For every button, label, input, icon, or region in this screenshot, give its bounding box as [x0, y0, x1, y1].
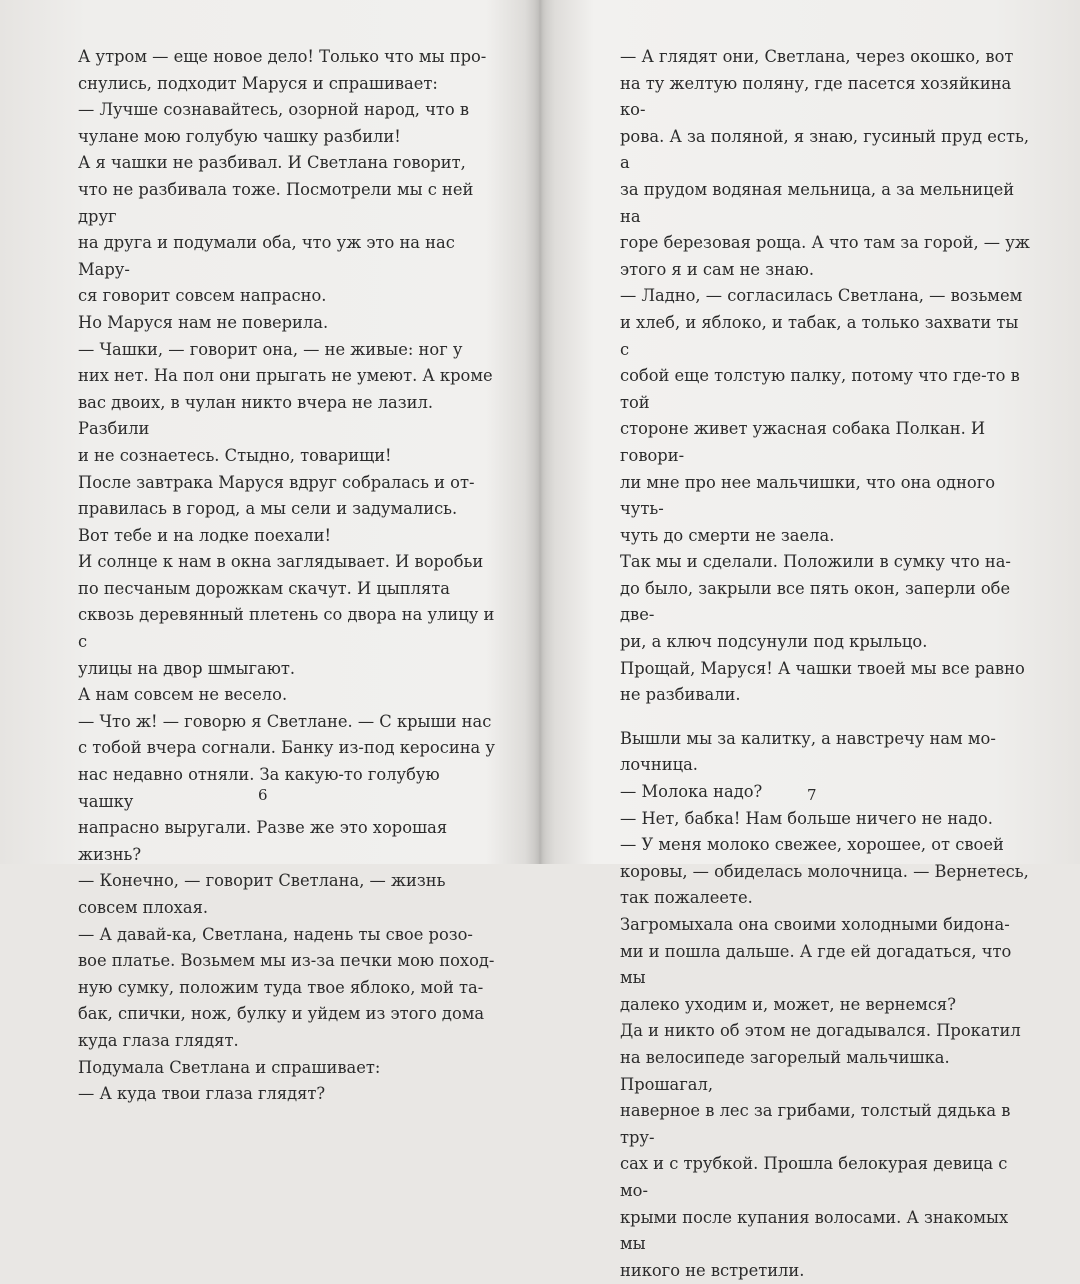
left-page-text	[78, 44, 496, 1108]
paragraph: — А глядят они, Светлана, через окошко, вот на ту желтую поляну, где пасется хозяйкина ко- рова. А за поляной, я знаю, гусиный пруд есть, а за прудом водяная мельница, а за мельницей на горе березовая роща. А что там за горой, — уж этого я и сам не знаю.	[620, 47, 1030, 279]
paragraph: — А давай-ка, Светлана, надень ты свое розо- вое платье. Возьмем мы из-за печки мою поход- ную сумку, положим туда твое яблоко, мой та- бак, спички, нож, булку и уйдем из этого дома куда глаза глядят.	[78, 924, 495, 1050]
paragraph: Так мы и сделали. Положили в сумку что на- до было, закрыли все пять окон, заперли обе две- ри, а ключ подсунули под крыльцо.	[620, 552, 1011, 652]
page-number-right: 7	[807, 786, 817, 804]
paragraph: А утром — еще новое дело! Только что мы про- снулись, подходит Маруся и спрашивает:	[78, 47, 487, 93]
paragraph: И солнце к нам в окна заглядывает. И воробьи по песчаным дорожкам скачут. И цыплята сквозь деревянный плетень со двора на улицу и с улицы на двор шмыгают.	[78, 552, 495, 678]
right-page-text	[620, 44, 1030, 1284]
paragraph: — Нет, бабка! Нам больше ничего не надо.	[620, 808, 993, 828]
page-number-left: 6	[258, 786, 268, 804]
paragraph: Подумала Светлана и спрашивает:	[78, 1057, 381, 1077]
paragraph: — У меня молоко свежее, хорошее, от своей коровы, — обиделась молочница. — Вернетесь, так пожалеете.	[620, 835, 1029, 908]
paragraph: А я чашки не разбивал. И Светлана говорит, что не разбивала тоже. Посмотрели мы с ней друг на друга и подумали оба, что уж это на нас Мару- ся говорит совсем напрасно.	[78, 153, 474, 306]
paragraph: Прощай, Маруся! А чашки твоей мы все равно не разбивали.	[620, 658, 1025, 705]
paragraph: — А куда твои глаза глядят?	[78, 1084, 326, 1104]
paragraph: После завтрака Маруся вдруг собралась и от- правилась в город, а мы сели и задумались.	[78, 472, 475, 519]
paragraph: А нам совсем не весело.	[78, 685, 288, 705]
paragraph: Да и никто об этом не догадывался. Прокатил на велосипеде загорелый мальчишка. Прошагал, наверное в лес за грибами, толстый дядька в тру- сах и с трубкой. Прошла белокурая девица с мо- крыми после купания волосами. А знакомых мы никого не встретили.	[620, 1021, 1021, 1280]
paragraph: — Ладно, — согласилась Светлана, — возьмем и хлеб, и яблоко, и табак, а только захвати ты с собой еще толстую палку, потому что где-то в той стороне живет ужасная собака Полкан. И говори- ли мне про нее мальчишки, что она одного чуть- чуть до смерти не заела.	[620, 286, 1023, 545]
paragraph: Вышли мы за калитку, а навстречу нам мо- лочница.	[620, 728, 996, 775]
paragraph: — Что ж! — говорю я Светлане. — С крыши нас с тобой вчера согнали. Банку из-под керосина у нас недавно отняли. За какую-то голубую чашку напрасно выругали. Разве же это хорошая жизнь?	[78, 711, 496, 864]
paragraph: — Молока надо?	[620, 782, 763, 802]
paragraph: — Лучше сознавайтесь, озорной народ, что в чулане мою голубую чашку разбили!	[78, 100, 470, 146]
paragraph: Вот тебе и на лодке поехали!	[78, 525, 332, 545]
paragraph: Загромыхала она своими холодными бидона- ми и пошла дальше. А где ей догадаться, что мы далеко уходим и, может, не вернемся?	[620, 915, 1012, 1014]
paragraph: Но Маруся нам не поверила.	[78, 312, 329, 332]
paragraph: — Чашки, — говорит она, — не живые: ног у них нет. На пол они прыгать не умеют. А кроме вас двоих, в чулан никто вчера не лазил. Разбили и не сознаетесь. Стыдно, товарищи!	[78, 339, 493, 465]
paragraph: — Конечно, — говорит Светлана, — жизнь совсем плохая.	[78, 871, 446, 917]
right-page	[542, 0, 1080, 1280]
left-page	[0, 0, 538, 1104]
